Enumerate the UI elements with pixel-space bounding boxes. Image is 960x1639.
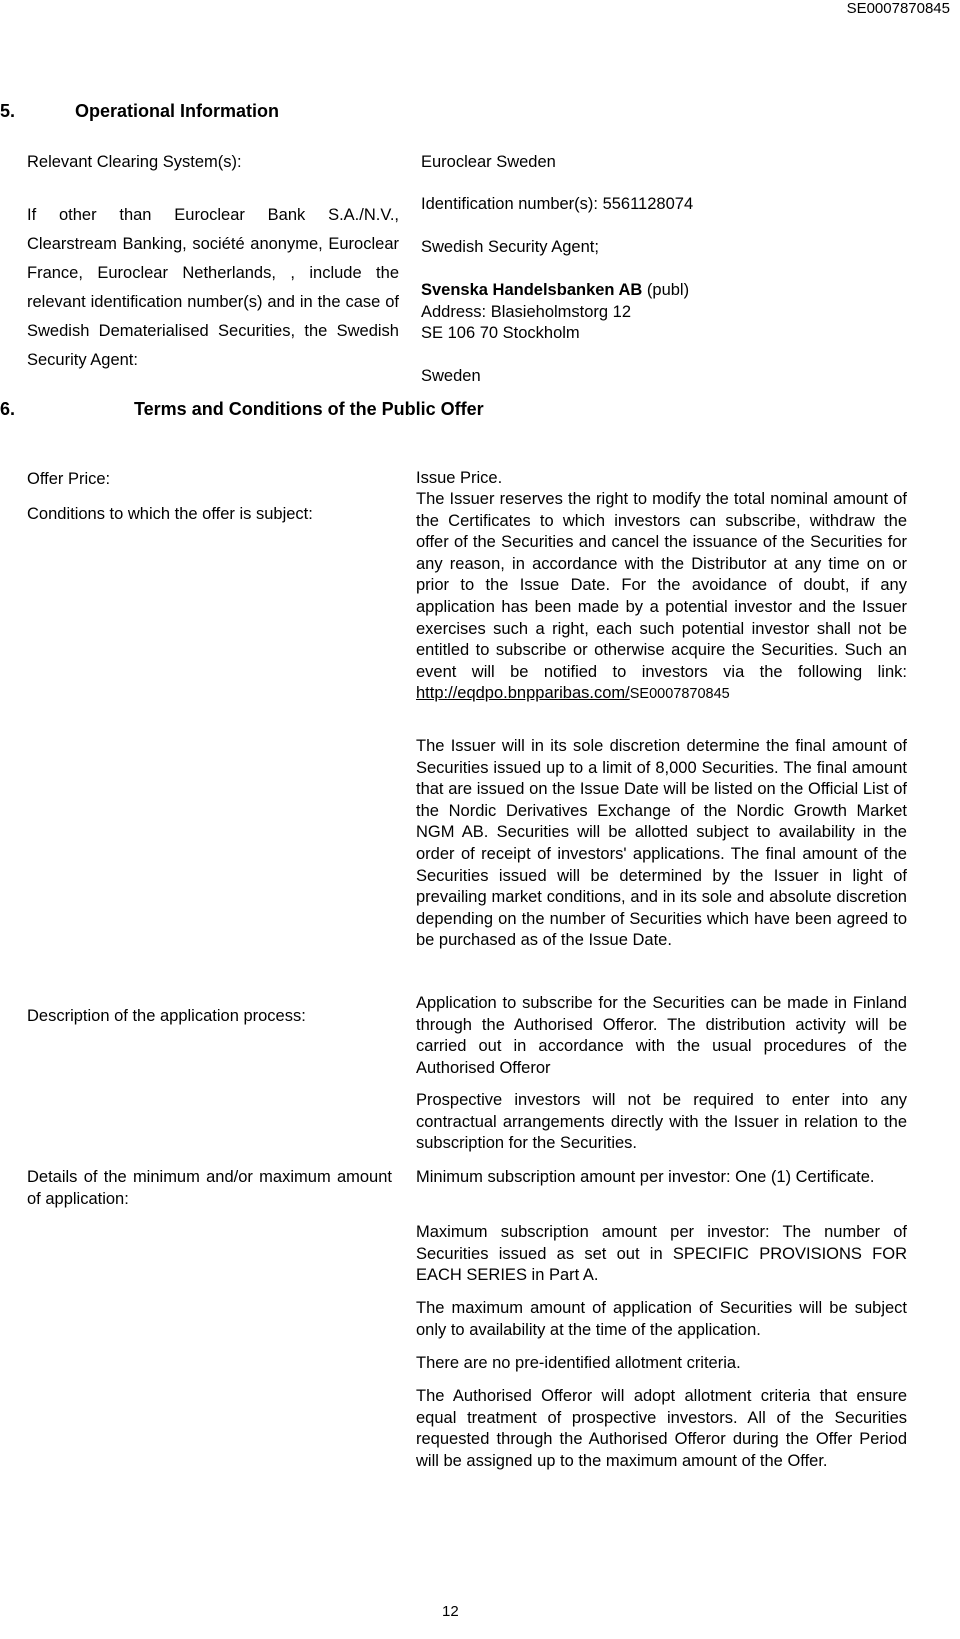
bnp-link[interactable]: http://eqdpo.bnpparibas.com/ (416, 684, 630, 703)
clearing-system-value: Euroclear Sweden (421, 153, 556, 171)
clearing-system-label: Relevant Clearing System(s): (27, 153, 242, 171)
security-agent-label: Swedish Security Agent; (421, 238, 599, 256)
conditions-label: Conditions to which the offer is subject: (27, 505, 313, 523)
section-5-title: Operational Information (75, 101, 280, 121)
document-code: SE0007870845 (846, 0, 950, 17)
details-paragraph-4: There are no pre-identified allotment criteria. (416, 1354, 741, 1372)
agent-suffix: (publ) (642, 281, 690, 299)
agent-address-line-1: Address: Blasieholmstorg 12 (421, 303, 632, 321)
application-process-label: Description of the application process: (27, 1007, 306, 1025)
application-paragraph-1: Application to subscribe for the Securities can be made in Finland through the Authorised Offeror. The distribution activity will be carried out in accordance with the usual procedures of the Authorised Offeror (416, 994, 907, 1077)
section-5-number: 5. (0, 101, 16, 121)
section-6-title: Terms and Conditions of the Public Offer (134, 399, 484, 419)
min-max-application-label: Details of the minimum and/or maximum amount of application: (27, 1168, 392, 1208)
offer-price-label: Offer Price: (27, 470, 111, 488)
other-clearing-label: If other than Euroclear Bank S.A./N.V., Clearstream Banking, société anonyme, Euroclear France, Euroclear Netherlands, , include the relevant identification number(s) and in the case of Swedish Dematerialised Securities, the Swedish Security Agent: (27, 206, 399, 369)
link-code: SE0007870845 (629, 686, 730, 703)
conditions-paragraph-2: The Issuer will in its sole discretion determine the final amount of Securities issued up to a limit of 8,000 Securities. The final amount that are issued on the Issue Date will be listed on the Official List of the Nordic Derivatives Exchange of the Nordic Growth Market NGM AB. Securities will be allotted subject to availability in the order of receipt of investors' applications. The final amount of the Securities issued will be determined by the Issuer in light of prevailing market conditions, and in its sole and absolute discretion depending on the number of Securities which have been agreed to be purchased as of the Issue Date. (416, 737, 907, 950)
details-paragraph-2: Maximum subscription amount per investor: The number of Securities issued as set out in SPECIFIC PROVISIONS FOR EACH SERIES in Part A. (416, 1223, 907, 1285)
agent-name: Svenska Handelsbanken AB (421, 281, 643, 299)
agent-country: Sweden (421, 367, 481, 385)
conditions-paragraph-1 (416, 489, 907, 706)
conditions-text: The Issuer reserves the right to modify the total nominal amount of the Certificates to which investors can subscribe, withdraw the offer of the Securities and cancel the issuance of the Securities for any reason, in accordance with the Distributor at any time on or prior to the Issue Date. For the avoidance of doubt, if any application has been made by a potential investor and the Issuer exercises such a right, each such potential investor shall not be entitled to subscribe or otherwise acquire the Securities. Such an event will be notified to investors via the following link: (416, 490, 907, 681)
section-6-number: 6. (0, 399, 16, 419)
identification-numbers: Identification number(s): 5561128074 (421, 195, 694, 213)
details-paragraph-3: The maximum amount of application of Securities will be subject only to availability at the time of the application. (416, 1299, 907, 1339)
page-number: 12 (442, 1603, 459, 1620)
offer-price-value: Issue Price. (416, 469, 503, 487)
details-paragraph-1: Minimum subscription amount per investor: One (1) Certificate. (416, 1168, 875, 1186)
details-paragraph-5: The Authorised Offeror will adopt allotment criteria that ensure equal treatment of prospective investors. All of the Securities requested through the Authorised Offeror during the Offer Period will be assigned up to the maximum amount of the Offer. (416, 1387, 907, 1470)
application-paragraph-2: Prospective investors will not be required to enter into any contractual arrangements directly with the Issuer in relation to the subscription for the Securities. (416, 1091, 907, 1153)
agent-address-line-2: SE 106 70 Stockholm (421, 324, 580, 342)
security-agent-name (421, 279, 689, 301)
